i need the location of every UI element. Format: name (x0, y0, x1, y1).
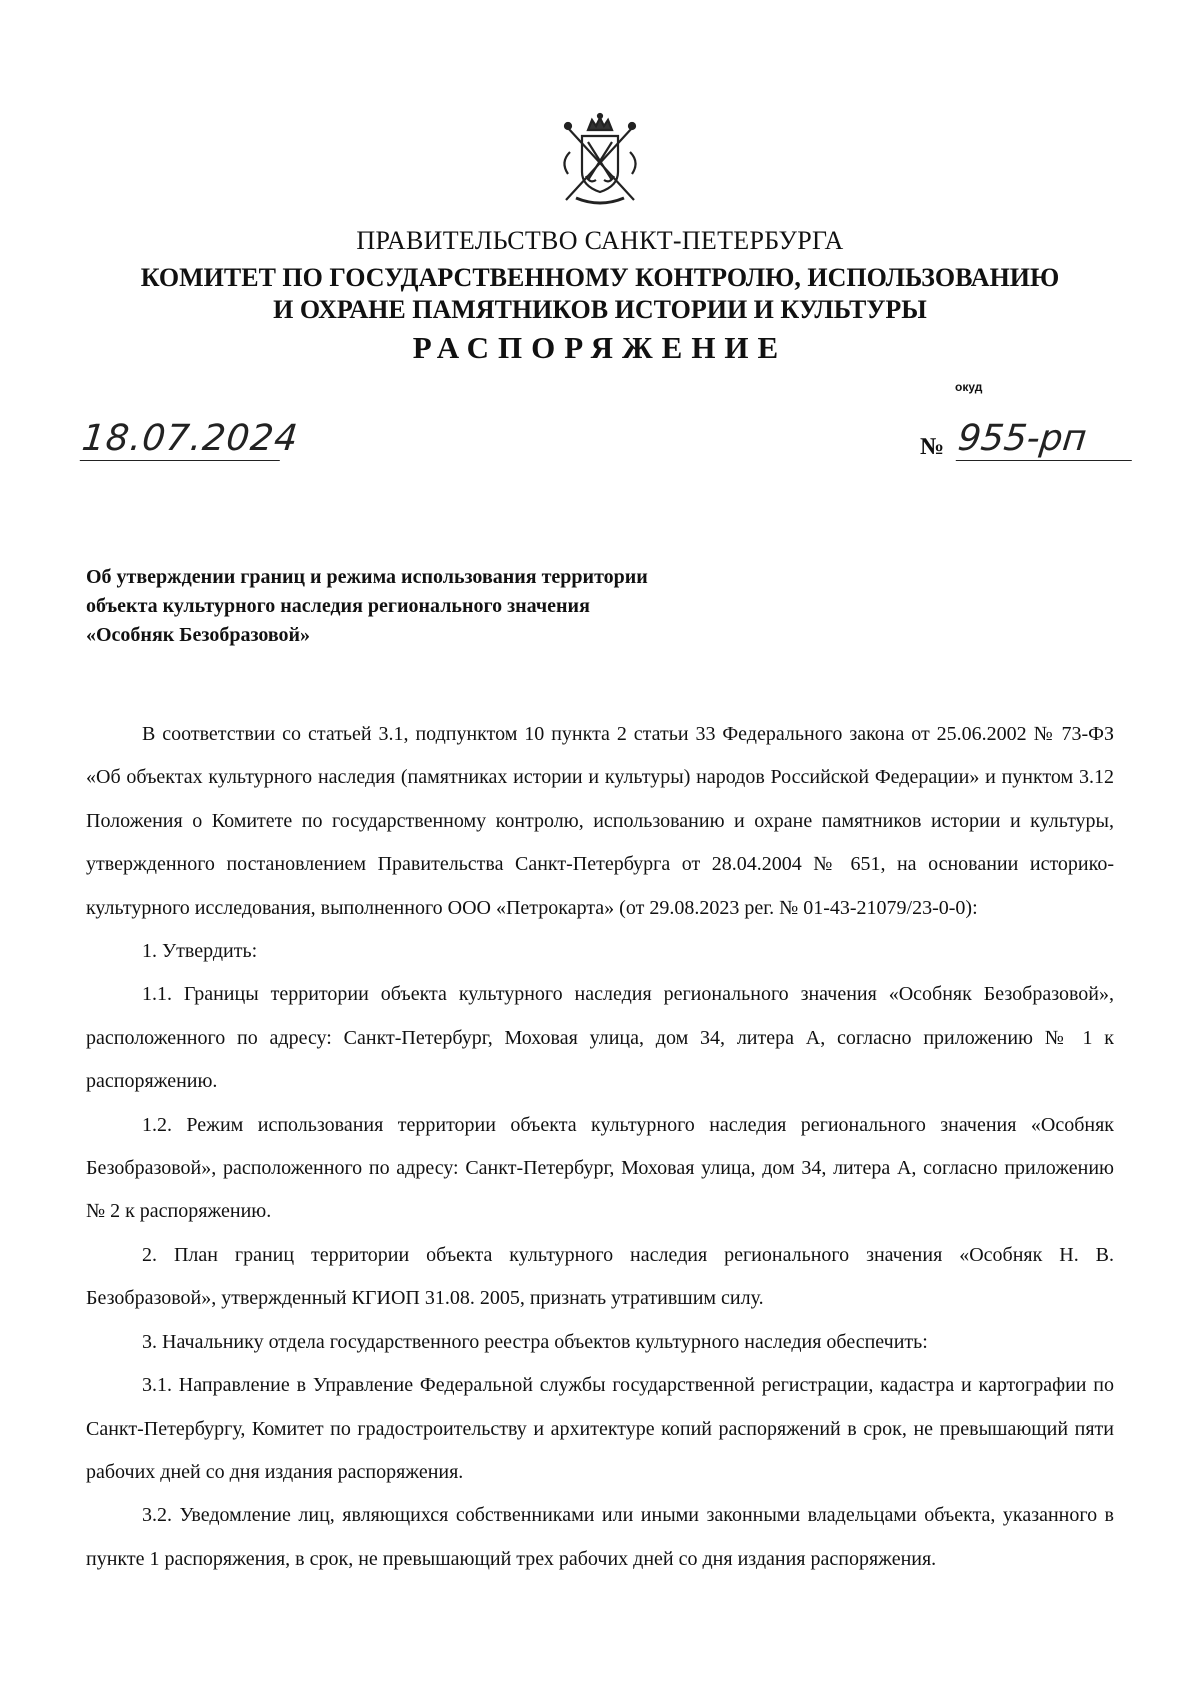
committee-name-line-1: КОМИТЕТ ПО ГОСУДАРСТВЕННОМУ КОНТРОЛЮ, ИСПОЛЬЗОВАНИЮ (140, 263, 1060, 292)
body-paragraph-item-3-2: 3.2. Уведомление лиц, являющихся собственниками или иными законными владельцами объекта, указанного в пункте 1 распоряжения, в срок, не превышающий трех рабочих дней со дня издания распоряжения. (86, 1504, 1114, 1570)
document-date: 18.07.2024 (79, 418, 301, 459)
body-paragraph-item-1-2: 1.2. Режим использования территории объекта культурного наследия регионального значения «Особняк Безобразовой», расположенного по адресу: Санкт-Петербург, Моховая улица, дом 34, литера А, согласно приложению № 2 к распоряжению. (86, 1113, 1114, 1223)
document-number (920, 418, 1140, 464)
document-subject (86, 563, 846, 650)
body-paragraph-item-1: 1. Утвердить: (142, 940, 258, 963)
coat-of-arms-icon (550, 112, 650, 212)
subject-line-1: Об утверждении границ и режима использования территории (86, 566, 648, 588)
body-paragraph-preamble: В соответствии со статьей 3.1, подпунктом 10 пункта 2 статьи 33 Федерального закона от 25.06.2002 № 73-ФЗ «Об объектах культурного наследия (памятниках истории и культуры) народов Российской Федерации» и пунктом 3.12 Положения о Комитете по государственному контролю, использованию и охране памятников истории и культуры, утвержденного постановлением Правительства Санкт-Петербурга от 28.04.2004 № 651, на основании историко-культурного исследования, выполненного ООО «Петрокарта» (от 29.08.2023 рег. № 01-43-21079/23-0-0): (86, 723, 1114, 919)
body-paragraph-item-3-1: 3.1. Направление в Управление Федеральной службы государственной регистрации, кадастра и картографии по Санкт-Петербургу, Комитет по градостроительству и архитектуре копий распоряжений в срок, не превышающий пяти рабочих дней со дня издания распоряжения. (86, 1374, 1114, 1483)
committee-name-line-2: И ОХРАНЕ ПАМЯТНИКОВ ИСТОРИИ И КУЛЬТУРЫ (273, 295, 927, 324)
okud-label: окуд (955, 380, 983, 394)
document-body (86, 713, 1114, 1581)
body-paragraph-item-3: 3. Начальнику отдела государственного реестра объектов культурного наследия обеспечить: (142, 1330, 928, 1353)
subject-line-3: «Особняк Безобразовой» (86, 624, 311, 646)
government-name: ПРАВИТЕЛЬСТВО САНКТ-ПЕТЕРБУРГА (356, 226, 844, 255)
number-sign: № (920, 434, 945, 460)
committee-name (60, 262, 1140, 326)
body-paragraph-item-1-1: 1.1. Границы территории объекта культурного наследия регионального значения «Особняк Безобразовой», расположенного по адресу: Санкт-Петербург, Моховая улица, дом 34, литера А, согласно приложению № 1 к распоряжению. (86, 983, 1114, 1093)
subject-line-2: объекта культурного наследия регионального значения (86, 595, 590, 617)
body-paragraph-item-2: 2. План границ территории объекта культурного наследия регионального значения «Особняк Н. В. Безобразовой», утвержденный КГИОП 31.08. 2005, признать утратившим силу. (86, 1243, 1114, 1310)
document-type: РАСПОРЯЖЕНИЕ (412, 330, 788, 365)
number-value: 955-рп (956, 418, 1137, 461)
